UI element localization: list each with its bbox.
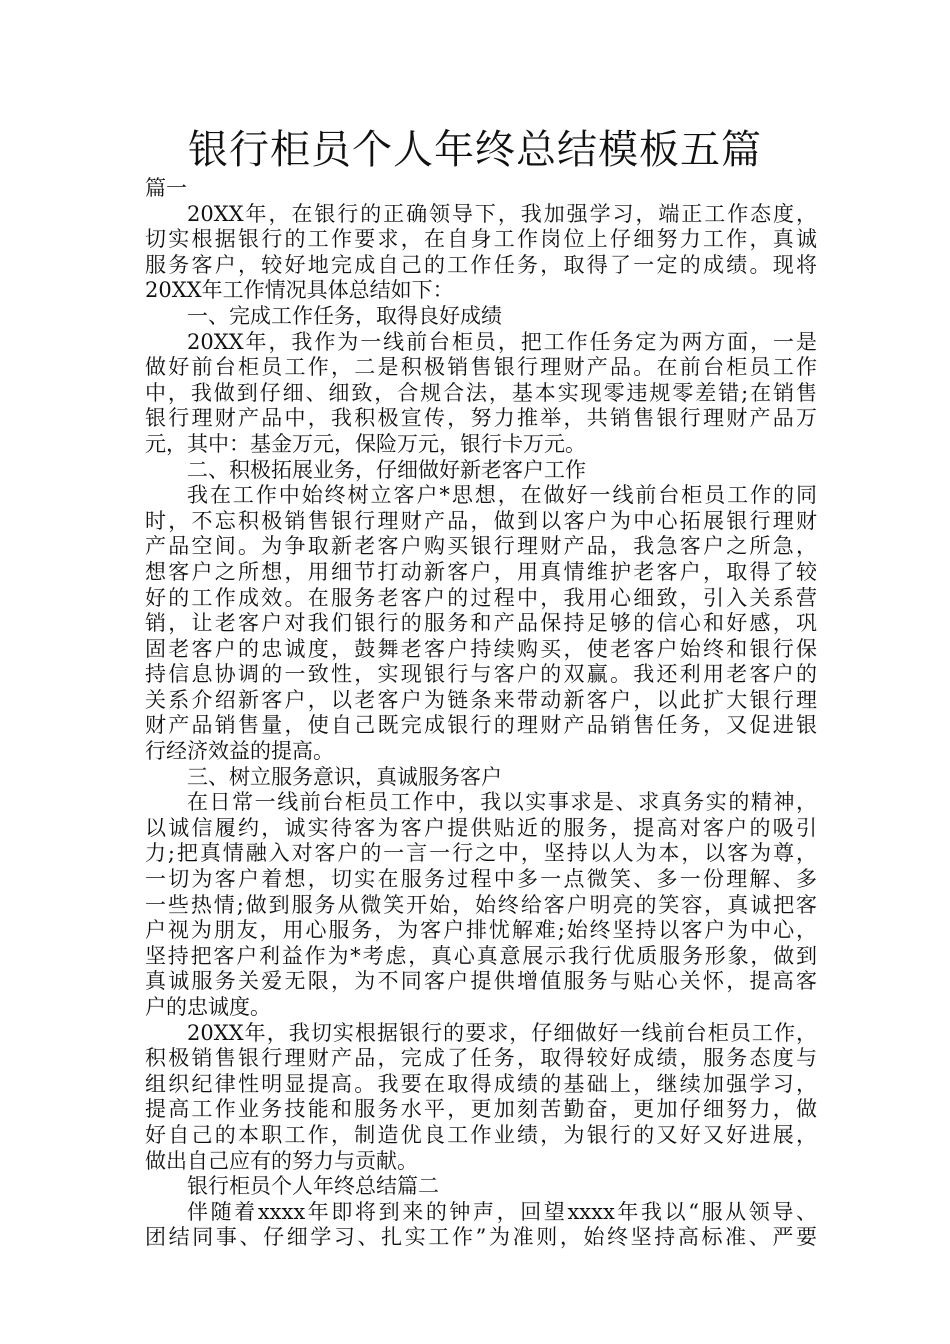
text-line: 组织纪律性明显提高。我要在取得成绩的基础上，继续加强学习，: [145, 1071, 817, 1096]
text-line: 户的忠诚度。: [145, 995, 271, 1019]
text-line: 切实根据银行的工作要求，在自身工作岗位上仔细努力工作，真诚: [145, 227, 817, 252]
text-line: 我在工作中始终树立客户*思想，在做好一线前台柜员工作的同: [187, 483, 817, 508]
text-line: 三、树立服务意识，真诚服务客户: [187, 764, 502, 789]
text-line: 真诚服务关爱无限，为不同客户提供增值服务与贴心关怀，提高客: [145, 969, 817, 994]
text-line: 关系介绍新客户，以老客户为链条来带动新客户，以此扩大银行理: [145, 687, 817, 712]
text-line: 财产品销售量，使自己既完成银行的理财产品销售任务，又促进银: [145, 713, 817, 738]
text-line: 团结同事、仔细学习、扎实工作”为准则，始终坚持高标准、严要: [145, 1225, 817, 1250]
text-line: 做好前台柜员工作，二是积极销售银行理财产品。在前台柜员工作: [145, 355, 817, 380]
text-line: 20XX年，在银行的正确领导下，我加强学习，端正工作态度，: [187, 201, 817, 226]
text-line: 力;把真情融入对客户的一言一行之中，坚持以人为本，以客为尊，: [145, 841, 817, 866]
text-line: 坚持把客户利益作为*考虑，真心真意展示我行优质服务形象，做到: [145, 943, 817, 968]
text-line: 在日常一线前台柜员工作中，我以实事求是、求真务实的精神，: [187, 790, 817, 815]
text-line: 好的工作成效。在服务老客户的过程中，我用心细致，引入关系营: [145, 585, 817, 610]
text-line: 篇一: [145, 176, 187, 200]
text-line: 积极销售银行理财产品，完成了任务，取得较好成绩，服务态度与: [145, 1046, 817, 1071]
text-line: 时，不忘积极销售银行理财产品，做到以客户为中心拓展银行理财: [145, 508, 817, 533]
text-line: 想客户之所想，用细节打动新客户，用真情维护老客户，取得了较: [145, 559, 817, 584]
text-line: 一、完成工作任务，取得良好成绩: [187, 303, 502, 328]
text-line: 销，让老客户对我们银行的服务和产品保持足够的信心和好感，巩: [145, 611, 817, 636]
document-body: [145, 176, 817, 1251]
text-line: 好自己的本职工作，制造优良工作业绩，为银行的又好又好进展，: [145, 1122, 817, 1147]
text-line: 提高工作业务技能和服务水平，更加刻苦勤奋，更加仔细努力，做: [145, 1097, 817, 1122]
text-line: 一切为客户着想，切实在服务过程中多一点微笑、多一份理解、多: [145, 867, 817, 892]
text-line: 以诚信履约，诚实待客为客户提供贴近的服务，提高对客户的吸引: [145, 815, 817, 840]
text-line: 伴随着xxxx年即将到来的钟声，回望xxxx年我以“服从领导、: [187, 1199, 817, 1224]
text-line: 持信息协调的一致性，实现银行与客户的双赢。我还利用老客户的: [145, 662, 817, 687]
text-line: 中，我做到仔细、细致，合规合法，基本实现零违规零差错;在销售: [145, 380, 817, 405]
text-line: 银行柜员个人年终总结篇二: [187, 1174, 439, 1199]
text-line: 二、积极拓展业务，仔细做好新老客户工作: [187, 457, 586, 482]
text-line: 20XX年，我切实根据银行的要求，仔细做好一线前台柜员工作，: [187, 1020, 817, 1045]
text-line: 产品空间。为争取新老客户购买银行理财产品，我急客户之所急，: [145, 534, 817, 559]
text-line: 服务客户，较好地完成自己的工作任务，取得了一定的成绩。现将: [145, 252, 817, 277]
text-line: 固老客户的忠诚度，鼓舞老客户持续购买，使老客户始终和银行保: [145, 636, 817, 661]
text-line: 20XX年工作情况具体总结如下：: [145, 278, 454, 303]
document-title: 银行柜员个人年终总结模板五篇: [188, 127, 762, 173]
text-line: 一些热情;做到服务从微笑开始，始终给客户明亮的笑容，真诚把客: [145, 892, 817, 917]
text-line: 行经济效益的提高。: [145, 739, 334, 764]
text-line: 做出自己应有的努力与贡献。: [145, 1148, 418, 1173]
text-line: 元，其中：基金万元，保险万元，银行卡万元。: [145, 431, 586, 456]
text-line: 银行理财产品中，我积极宣传，努力推举，共销售银行理财产品万: [145, 406, 817, 431]
text-line: 20XX年，我作为一线前台柜员，把工作任务定为两方面，一是: [187, 329, 817, 354]
text-line: 户视为朋友，用心服务，为客户排忧解难;始终坚持以客户为中心，: [145, 918, 817, 943]
